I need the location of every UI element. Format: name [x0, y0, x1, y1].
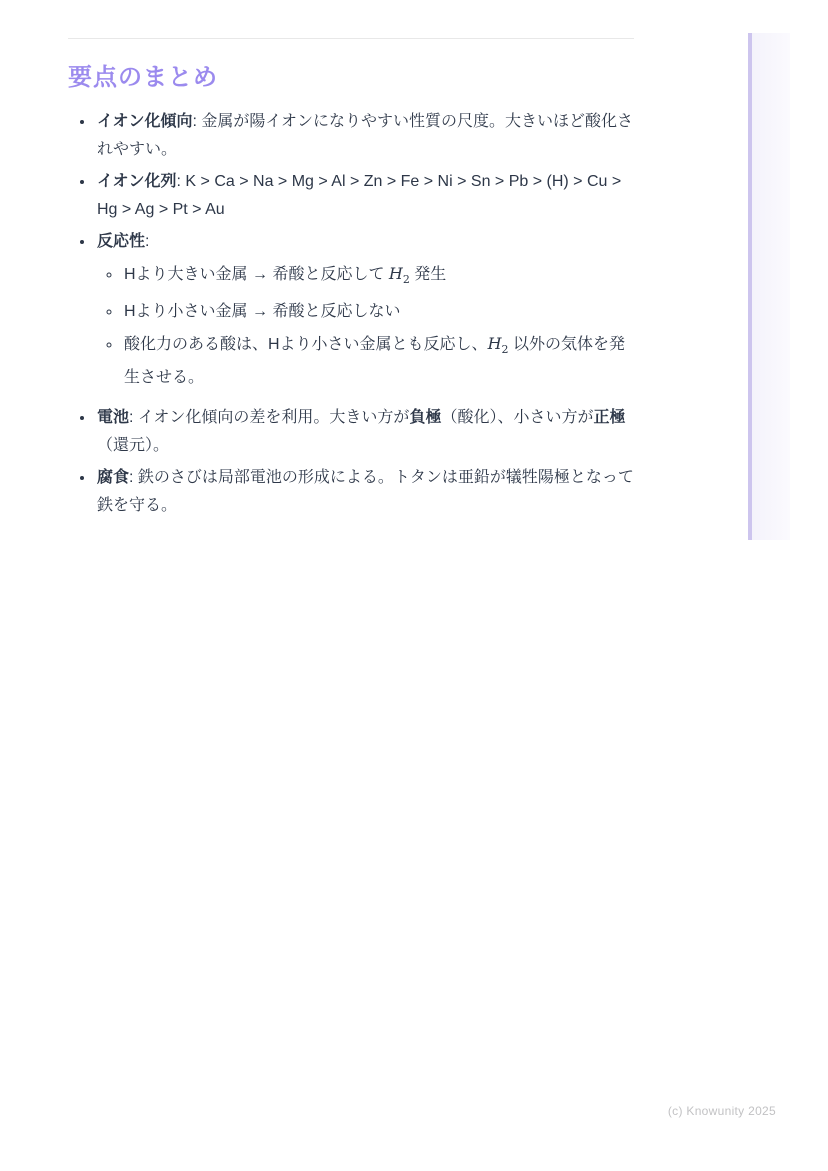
term-label: イオン化傾向 — [97, 113, 193, 130]
list-item-reactivity — [95, 228, 634, 392]
reactivity-sub-list — [97, 260, 634, 392]
vertical-scrollbar[interactable] — [748, 33, 790, 540]
section-divider — [68, 38, 634, 39]
summary-list — [68, 108, 634, 520]
bold-positive-electrode: 正極 — [593, 409, 626, 427]
section-heading: 要点のまとめ — [68, 64, 218, 91]
list-item-ionization-series — [95, 168, 634, 224]
item-text: （酸化）、小さい方が — [441, 409, 594, 427]
sub-item-no-reaction — [122, 298, 634, 326]
item-text: Hより小さい金属 → 希酸と反応しない — [124, 303, 401, 321]
item-text: : — [145, 233, 150, 250]
document-content — [68, 0, 634, 524]
math-h2: $H_2$ — [487, 334, 509, 357]
list-item-battery — [95, 404, 634, 460]
item-text: 酸化力のある酸は、Hより小さい金属とも反応し、 — [124, 336, 488, 354]
item-text: 発生 — [409, 266, 447, 283]
item-text: : K > Ca > Na > Mg > Al > Zn > Fe > Ni > Sn > Pb > (H) > Cu > Hg > Ag > Pt > Au — [97, 173, 622, 218]
list-item-ionization-tendency — [95, 108, 634, 164]
bold-negative-electrode: 負極 — [409, 409, 442, 427]
item-text: : 鉄のさびは局部電池の形成による。トタンは亜鉛が犠牲陽極となって鉄を守る。 — [97, 469, 634, 515]
term-label: 電池 — [97, 409, 130, 427]
item-text: : 金属が陽イオンになりやすい性質の尺度。大きいほど酸化されやすい。 — [97, 113, 633, 158]
term-label: イオン化列 — [97, 173, 177, 190]
math-h2: $H_2$ — [388, 264, 410, 287]
item-text: Hより大きい金属 → 希酸と反応して — [124, 266, 389, 283]
item-text: （還元）。 — [97, 437, 170, 455]
term-label: 腐食 — [97, 469, 130, 487]
item-text: : イオン化傾向の差を利用。大きい方が — [129, 409, 410, 427]
copyright-footer: (c) Knowunity 2025 — [667, 1104, 776, 1118]
list-item-corrosion — [95, 464, 634, 520]
sub-item-reacts-with-acid — [122, 260, 634, 294]
item-text: 以外の気体を発生させる。 — [124, 336, 625, 387]
term-label: 反応性 — [97, 233, 146, 250]
sub-item-oxidizing-acid — [122, 330, 634, 392]
